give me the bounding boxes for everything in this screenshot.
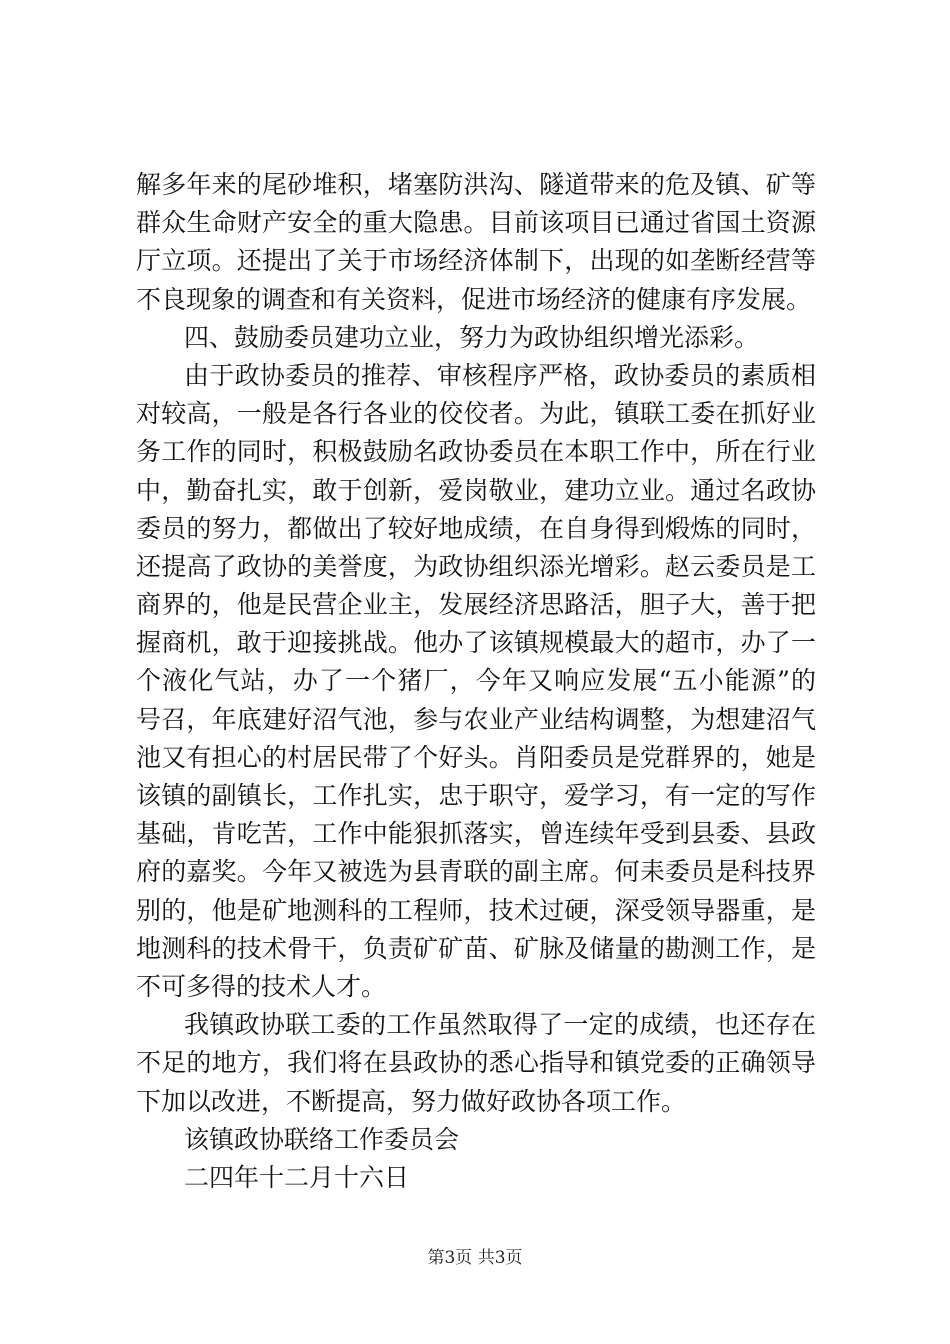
text-line: 号召，年底建好沼气池，参与农业产业结构调整，为想建沼气 xyxy=(136,704,816,734)
text-line: 基础，肯吃苦，工作中能狠抓落实，曾连续年受到县委、县政 xyxy=(136,819,816,849)
text-line: 四、鼓励委员建功立业，努力为政协组织增光添彩。 xyxy=(184,322,760,352)
text-line: 个液化气站，办了一个猪厂，今年又响应发展“五小能源”的 xyxy=(136,666,816,696)
text-line: 府的嘉奖。今年又被选为县青联的副主席。何耒委员是科技界 xyxy=(136,857,816,887)
text-line: 池又有担心的村居民带了个好头。肖阳委员是党群界的，她是 xyxy=(136,742,816,772)
text-line: 地测科的技术骨干，负责矿矿苗、矿脉及储量的勘测工作，是 xyxy=(136,933,816,963)
text-line: 该镇政协联络工作委员会 xyxy=(184,1124,460,1154)
text-line: 不可多得的技术人才。 xyxy=(136,971,387,1001)
text-line: 不足的地方，我们将在县政协的悉心指导和镇党委的正确领导 xyxy=(136,1048,816,1078)
text-line: 别的，他是矿地测科的工程师，技术过硬，深受领导器重，是 xyxy=(136,895,816,925)
text-line: 不良现象的调查和有关资料，促进市场经济的健康有序发展。 xyxy=(136,284,812,314)
text-line: 务工作的同时，积极鼓励名政协委员在本职工作中，所在行业 xyxy=(136,437,816,467)
text-line: 二四年十二月十六日 xyxy=(184,1162,410,1192)
text-line: 对较高，一般是各行各业的佼佼者。为此，镇联工委在抓好业 xyxy=(136,399,816,429)
text-line: 委员的努力，都做出了较好地成绩，在自身得到煅炼的同时， xyxy=(136,513,816,543)
text-line: 中，勤奋扎实，敢于创新，爱岗敬业，建功立业。通过名政协 xyxy=(136,475,816,505)
text-line: 还提高了政协的美誉度，为政协组织添光增彩。赵云委员是工 xyxy=(136,551,816,581)
text-line: 下加以改进，不断提高，努力做好政协各项工作。 xyxy=(136,1086,687,1116)
text-line: 由于政协委员的推荐、审核程序严格，政协委员的素质相 xyxy=(184,360,816,390)
text-line: 解多年来的尾砂堆积，堵塞防洪沟、隧道带来的危及镇、矿等 xyxy=(136,170,816,199)
text-line: 群众生命财产安全的重大隐患。目前该项目已通过省国土资源 xyxy=(136,208,816,238)
text-line: 我镇政协联工委的工作虽然取得了一定的成绩，也还存在 xyxy=(184,1010,816,1040)
text-line: 握商机，敢于迎接挑战。他办了该镇规模最大的超市，办了一 xyxy=(136,628,816,658)
document-body xyxy=(136,166,816,1197)
text-line: 商界的，他是民营企业主，发展经济思路活，胆子大，善于把 xyxy=(136,590,816,620)
text-line: 该镇的副镇长，工作扎实，忠于职守，爱学习，有一定的写作 xyxy=(136,781,816,810)
page-footer: 第3页 共3页 xyxy=(427,1248,523,1268)
text-line: 厅立项。还提出了关于市场经济体制下，出现的如垄断经营等 xyxy=(136,246,816,276)
